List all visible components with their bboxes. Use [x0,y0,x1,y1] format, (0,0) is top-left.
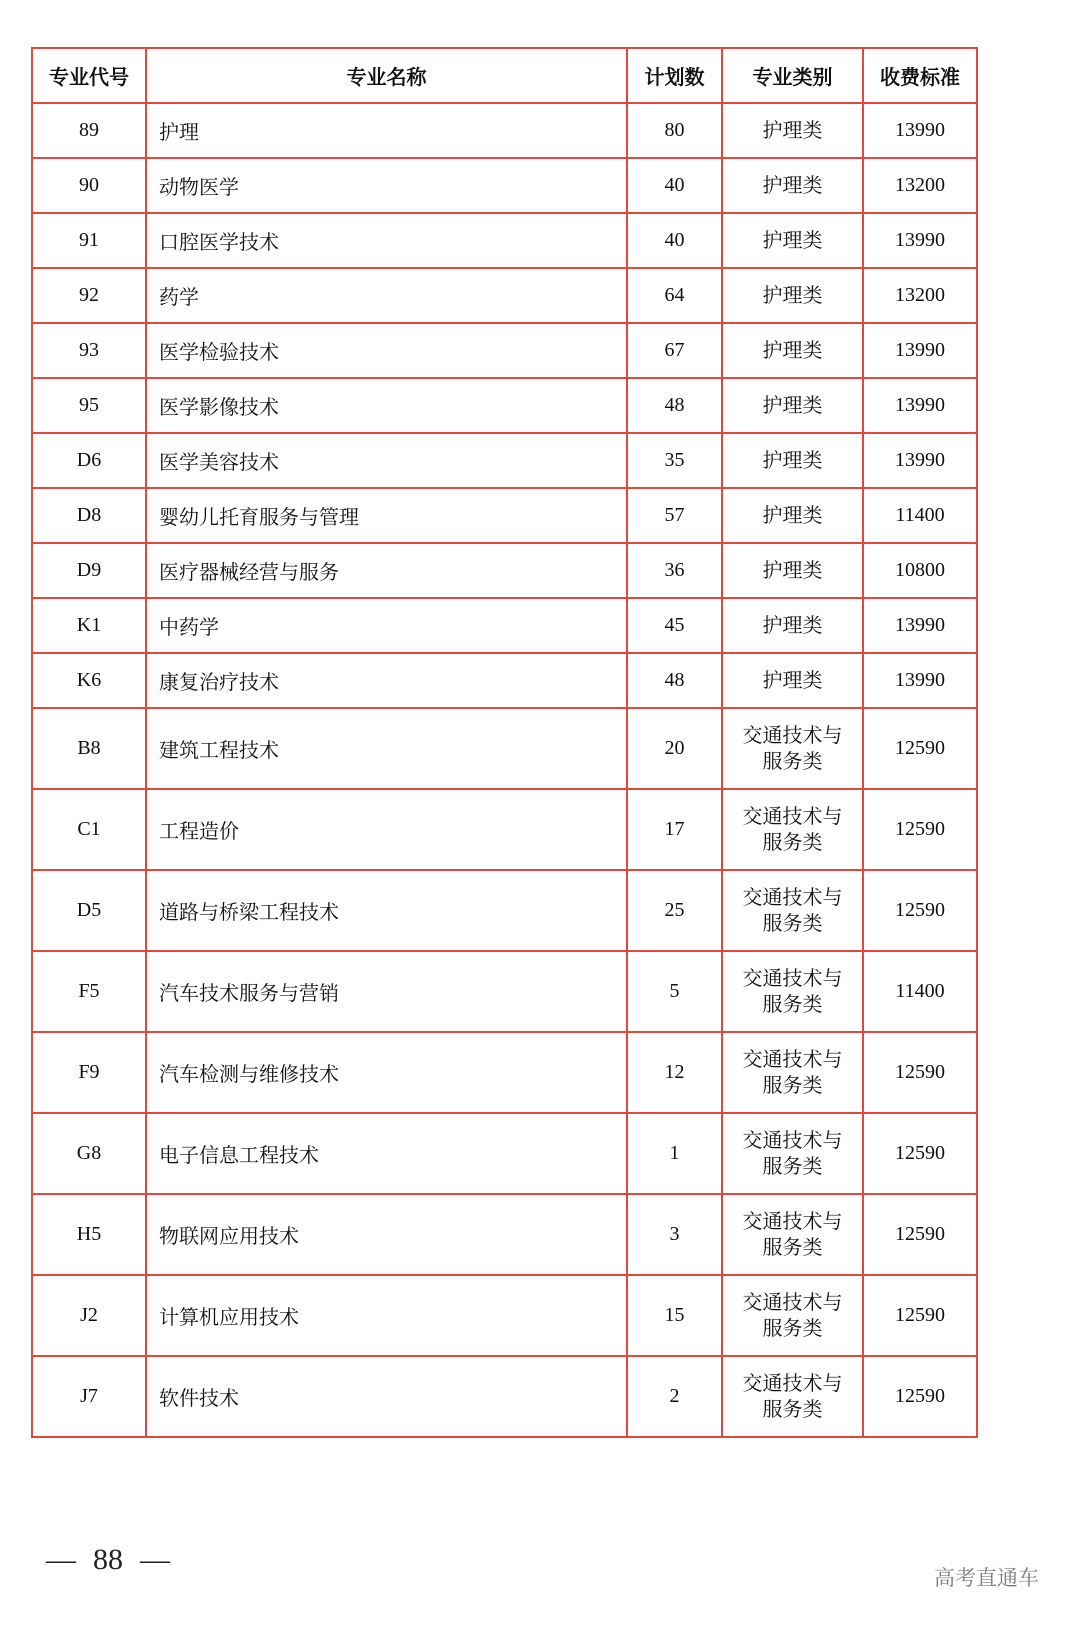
cell-category-text: 交通技术与服务类 [742,1210,843,1259]
cell-category-text: 交通技术与服务类 [742,1291,843,1340]
cell-plan [627,1194,722,1275]
cell-fee [863,213,977,268]
cell-code-text: C1 [77,818,101,840]
cell-name-text: 药学 [159,287,199,309]
cell-name [146,951,627,1032]
cell-name-text: 医疗器械经营与服务 [159,562,339,584]
table-header [32,48,977,103]
cell-name-text: 工程造价 [159,821,239,843]
cell-plan [627,1113,722,1194]
cell-name-text: 中药学 [159,617,219,639]
cell-fee [863,653,977,708]
cell-plan-text: 36 [664,559,685,581]
cell-fee-text: 12590 [895,1304,945,1326]
cell-fee [863,1194,977,1275]
cell-code [32,1356,146,1437]
cell-name-text: 计算机应用技术 [159,1307,299,1329]
cell-name-text: 婴幼儿托育服务与管理 [159,507,359,529]
cell-category [722,951,863,1032]
table-row [32,1032,977,1113]
cell-fee-text: 12590 [895,1223,945,1245]
cell-name [146,323,627,378]
cell-category-text: 护理类 [762,339,823,362]
cell-fee-text: 13990 [895,119,945,141]
cell-name-text: 医学美容技术 [159,452,279,474]
cell-category [722,870,863,951]
cell-plan-text: 20 [664,737,685,759]
cell-name-text: 建筑工程技术 [159,740,279,762]
table-row [32,323,977,378]
cell-plan [627,708,722,789]
cell-fee [863,323,977,378]
cell-fee-text: 13990 [895,229,945,251]
cell-name-text: 护理 [159,122,199,144]
cell-category-text: 护理类 [762,614,823,637]
cell-plan [627,433,722,488]
cell-fee-text: 13200 [895,174,945,196]
cell-category-text: 交通技术与服务类 [742,886,843,935]
table-row [32,1275,977,1356]
cell-category-text: 护理类 [762,669,823,692]
table-row [32,951,977,1032]
cell-fee-text: 13990 [895,339,945,361]
cell-category-text: 交通技术与服务类 [742,1129,843,1178]
cell-plan [627,213,722,268]
cell-name-text: 电子信息工程技术 [159,1145,319,1167]
cell-plan [627,103,722,158]
cell-name [146,213,627,268]
cell-code [32,543,146,598]
cell-fee [863,433,977,488]
cell-fee-text: 13990 [895,394,945,416]
cell-name [146,378,627,433]
cell-category-text: 护理类 [762,229,823,252]
cell-plan [627,488,722,543]
cell-name [146,1194,627,1275]
cell-code [32,323,146,378]
table-row [32,1113,977,1194]
cell-category [722,708,863,789]
cell-category [722,1275,863,1356]
table-row [32,268,977,323]
cell-plan-text: 48 [664,669,685,691]
cell-code [32,653,146,708]
cell-code [32,488,146,543]
cell-plan-text: 2 [669,1385,680,1407]
cell-fee [863,103,977,158]
cell-plan [627,1032,722,1113]
cell-code [32,598,146,653]
cell-fee [863,708,977,789]
cell-plan [627,323,722,378]
cell-fee [863,951,977,1032]
cell-plan-text: 67 [664,339,685,361]
table-row [32,1356,977,1437]
cell-fee [863,789,977,870]
cell-code-text: G8 [76,1142,102,1164]
cell-plan [627,598,722,653]
cell-name [146,789,627,870]
cell-plan [627,870,722,951]
table-row [32,708,977,789]
cell-name-text: 汽车技术服务与营销 [159,983,339,1005]
watermark-text: 高考直通车 [934,1566,1039,1590]
page-number-value: 88 [93,1543,123,1576]
cell-plan-text: 64 [664,284,685,306]
cell-fee-text: 11400 [895,980,945,1002]
cell-category [722,1113,863,1194]
cell-fee [863,598,977,653]
cell-category-text: 护理类 [762,119,823,142]
header-row [32,48,977,103]
cell-name-text: 软件技术 [159,1388,239,1410]
cell-category [722,433,863,488]
header-fee: 收费标准 [863,48,977,103]
cell-plan-text: 1 [669,1142,680,1164]
cell-fee-text: 12590 [895,1061,945,1083]
cell-name [146,1113,627,1194]
table-row [32,789,977,870]
header-name: 专业名称 [146,48,627,103]
cell-category [722,323,863,378]
cell-code [32,268,146,323]
cell-code-text: 93 [79,339,99,361]
cell-code-text: B8 [77,737,101,759]
cell-plan-text: 12 [664,1061,685,1083]
cell-category-text: 护理类 [762,449,823,472]
cell-code [32,870,146,951]
cell-plan-text: 80 [664,119,685,141]
cell-code-text: D5 [76,899,102,921]
cell-code-text: K6 [76,669,102,691]
cell-plan [627,1275,722,1356]
cell-code [32,1032,146,1113]
cell-fee [863,1113,977,1194]
table-row [32,1194,977,1275]
cell-name [146,1275,627,1356]
page-number-left-dash: — [46,1543,76,1576]
cell-fee [863,158,977,213]
cell-code [32,1113,146,1194]
cell-code [32,1275,146,1356]
page-number [46,1542,170,1578]
cell-plan-text: 57 [664,504,685,526]
cell-plan [627,789,722,870]
cell-code [32,789,146,870]
table-row [32,598,977,653]
cell-code [32,213,146,268]
cell-code [32,378,146,433]
cell-fee [863,268,977,323]
cell-fee-text: 12590 [895,1142,945,1164]
cell-category-text: 交通技术与服务类 [742,1372,843,1421]
cell-category [722,598,863,653]
cell-fee-text: 12590 [895,818,945,840]
cell-code [32,158,146,213]
cell-code-text: D9 [76,559,102,581]
cell-name-text: 口腔医学技术 [159,232,279,254]
cell-category-text: 护理类 [762,174,823,197]
cell-name [146,543,627,598]
cell-name [146,268,627,323]
header-code: 专业代号 [32,48,146,103]
cell-name [146,1032,627,1113]
cell-code-text: 92 [79,284,99,306]
table-row [32,158,977,213]
cell-plan-text: 40 [664,174,685,196]
table-row [32,103,977,158]
cell-category [722,653,863,708]
cell-name-text: 汽车检测与维修技术 [159,1064,339,1086]
cell-plan-text: 45 [664,614,685,636]
cell-category-text: 护理类 [762,284,823,307]
cell-fee [863,378,977,433]
cell-name [146,653,627,708]
page-number-right-dash: — [140,1543,170,1576]
cell-code-text: 90 [79,174,99,196]
cell-fee-text: 13200 [895,284,945,306]
cell-category [722,1032,863,1113]
cell-code [32,951,146,1032]
cell-code-text: F5 [78,980,100,1002]
cell-name-text: 医学检验技术 [159,342,279,364]
cell-category-text: 交通技术与服务类 [742,967,843,1016]
cell-name [146,598,627,653]
major-enrollment-table [31,47,978,1438]
cell-fee [863,488,977,543]
cell-category-text: 交通技术与服务类 [742,1048,843,1097]
cell-plan [627,951,722,1032]
header-category: 专业类别 [722,48,863,103]
cell-code-text: D6 [76,449,102,471]
cell-name [146,158,627,213]
cell-plan [627,653,722,708]
cell-plan [627,543,722,598]
cell-fee-text: 13990 [895,669,945,691]
cell-code [32,433,146,488]
cell-fee [863,543,977,598]
cell-fee-text: 10800 [895,559,945,581]
cell-fee-text: 12590 [895,737,945,759]
cell-name [146,1356,627,1437]
cell-code-text: 89 [79,119,99,141]
table-row [32,213,977,268]
cell-category [722,543,863,598]
cell-category-text: 交通技术与服务类 [742,724,843,773]
cell-name [146,708,627,789]
table-row [32,378,977,433]
cell-code [32,1194,146,1275]
cell-code [32,708,146,789]
cell-plan [627,158,722,213]
cell-category-text: 护理类 [762,559,823,582]
cell-name-text: 道路与桥梁工程技术 [159,902,339,924]
cell-code-text: F9 [78,1061,100,1083]
cell-code-text: D8 [76,504,102,526]
cell-plan-text: 40 [664,229,685,251]
cell-category [722,213,863,268]
table-row [32,870,977,951]
cell-fee-text: 11400 [895,504,945,526]
cell-category [722,103,863,158]
cell-plan-text: 35 [664,449,685,471]
cell-name-text: 动物医学 [159,177,239,199]
cell-fee [863,1275,977,1356]
cell-plan-text: 25 [664,899,685,921]
cell-category [722,1194,863,1275]
cell-category [722,158,863,213]
cell-fee-text: 12590 [895,899,945,921]
cell-plan [627,378,722,433]
table-body [32,103,977,1437]
cell-category [722,488,863,543]
cell-plan [627,268,722,323]
cell-plan-text: 48 [664,394,685,416]
cell-name [146,103,627,158]
cell-category [722,378,863,433]
cell-fee-text: 12590 [895,1385,945,1407]
cell-category-text: 护理类 [762,504,823,527]
cell-code [32,103,146,158]
cell-category [722,1356,863,1437]
cell-fee-text: 13990 [895,614,945,636]
cell-code-text: K1 [76,614,102,636]
cell-plan-text: 5 [669,980,680,1002]
cell-code-text: 91 [79,229,99,251]
cell-code-text: J7 [80,1385,98,1407]
cell-name-text: 物联网应用技术 [159,1226,299,1248]
cell-name [146,870,627,951]
cell-category [722,268,863,323]
cell-name [146,488,627,543]
cell-plan-text: 17 [664,818,685,840]
cell-fee [863,870,977,951]
cell-code-text: J2 [80,1304,98,1326]
table-row [32,433,977,488]
cell-category-text: 交通技术与服务类 [742,805,843,854]
cell-name-text: 医学影像技术 [159,397,279,419]
cell-fee [863,1032,977,1113]
cell-plan [627,1356,722,1437]
cell-category [722,789,863,870]
table-row [32,543,977,598]
cell-fee-text: 13990 [895,449,945,471]
cell-code-text: 95 [79,394,99,416]
table-row [32,653,977,708]
cell-name-text: 康复治疗技术 [159,672,279,694]
cell-code-text: H5 [76,1223,102,1245]
cell-category-text: 护理类 [762,394,823,417]
cell-fee [863,1356,977,1437]
table-row [32,488,977,543]
cell-plan-text: 3 [669,1223,680,1245]
cell-name [146,433,627,488]
cell-plan-text: 15 [664,1304,685,1326]
header-plan: 计划数 [627,48,722,103]
